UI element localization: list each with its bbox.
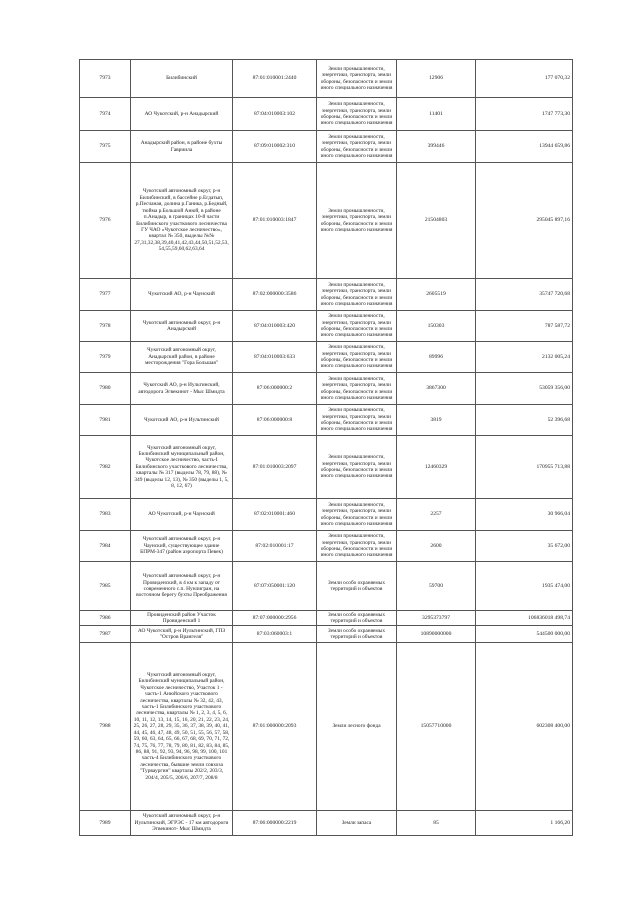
row-number: 7988 bbox=[80, 643, 131, 811]
table-row bbox=[80, 60, 573, 98]
area-value: 2605519 bbox=[397, 279, 476, 311]
land-category: Земли промышленности, энергетики, транспорта, земли обороны, безопасности и земли иного специального назначения bbox=[317, 531, 397, 562]
location-description: Анадырский район, в районе бухты Гавриила bbox=[131, 131, 233, 163]
row-number: 7975 bbox=[80, 131, 131, 163]
land-category: Земли промышленности, энергетики, транспорта, земли обороны, безопасности и земли иного специального назначения bbox=[317, 98, 397, 131]
row-number: 7982 bbox=[80, 436, 131, 499]
area-value: 10890000000 bbox=[397, 626, 476, 643]
cadastral-number: 87:02:010001:460 bbox=[233, 499, 317, 531]
land-registry-table bbox=[79, 59, 573, 836]
table-row bbox=[80, 643, 573, 811]
table-row bbox=[80, 163, 573, 279]
cadastral-number: 87:07:000000:2956 bbox=[233, 611, 317, 626]
land-category: Земли промышленности, энергетики, транспорта, земли обороны, безопасности и земли иного специального назначения bbox=[317, 163, 397, 279]
area-value: 15057710000 bbox=[397, 643, 476, 811]
area-value: 11401 bbox=[397, 98, 476, 131]
location-description: Чукотский АО, р-н Иультинский bbox=[131, 405, 233, 436]
row-number: 7980 bbox=[80, 373, 131, 405]
cadastral-cost: 787 587,72 bbox=[476, 311, 573, 342]
cadastral-number: 87:01:010001:2440 bbox=[233, 60, 317, 98]
location-description: Чукотский автономный округ, Билибинский муниципальный район, Чукотское лесничество, часть-I Билибинского участкового лесничества, кварталы № 317 (выделы 78, 79, 88), № 349 (выделы 12, 13), № 350 (выделы 1, 5, 8, 12, 67) bbox=[131, 436, 233, 499]
cadastral-cost: 602308 400,00 bbox=[476, 643, 573, 811]
location-description: Чукотский автономный округ, р-н Анадырский bbox=[131, 311, 233, 342]
land-category: Земли промышленности, энергетики, транспорта, земли обороны, безопасности и земли иного специального назначения bbox=[317, 373, 397, 405]
cadastral-number: 87:06:000000:2 bbox=[233, 373, 317, 405]
land-category: Земли промышленности, энергетики, транспорта, земли обороны, безопасности и земли иного специального назначения bbox=[317, 131, 397, 163]
location-description: Чукотский автономный округ, Анадырский район, в районе месторождения "Гора Большая" bbox=[131, 342, 233, 373]
location-description: АО Чукотский, р-н Анадырский bbox=[131, 98, 233, 131]
row-number: 7979 bbox=[80, 342, 131, 373]
land-category: Земли особо охраняемых территорий и объектов bbox=[317, 626, 397, 643]
row-number: 7986 bbox=[80, 611, 131, 626]
cadastral-number: 87:04:010003:633 bbox=[233, 342, 317, 373]
table-row bbox=[80, 405, 573, 436]
cadastral-number: 87:02:000000:3586 bbox=[233, 279, 317, 311]
area-value: 12906 bbox=[397, 60, 476, 98]
land-category: Земли лесного фонда bbox=[317, 643, 397, 811]
cadastral-cost: 1935 474,00 bbox=[476, 562, 573, 611]
cadastral-cost: 295045 897,16 bbox=[476, 163, 573, 279]
location-description: Провиденский район Участок Провиденский 1 bbox=[131, 611, 233, 626]
table-row bbox=[80, 531, 573, 562]
land-category: Земли запаса bbox=[317, 811, 397, 836]
area-value: 399446 bbox=[397, 131, 476, 163]
location-description: Чукотский автономный округ, р-н Билибинский, в бассейне р.Егдатып, р.Песчаная, долина р.Ганика, р.Бедный, тюйма р.Большой Анюй, в районе п.Анадыр, в границах 10-й части Билибинского участкового лесничества ГУ ЧАО «Чукотское лесничество», квартал № 350, выделы №№ 27,31,32,38,39,40,41,42,43,44,50,51,52,53, 54,55,59,60,62,63,64 bbox=[131, 163, 233, 279]
table-row bbox=[80, 611, 573, 626]
cadastral-cost: 544500 000,00 bbox=[476, 626, 573, 643]
table-row bbox=[80, 562, 573, 611]
table-row bbox=[80, 811, 573, 836]
cadastral-number: 87:03:060003:1 bbox=[233, 626, 317, 643]
row-number: 7987 bbox=[80, 626, 131, 643]
table-row bbox=[80, 436, 573, 499]
table-row bbox=[80, 131, 573, 163]
cadastral-cost: 30 966,04 bbox=[476, 499, 573, 531]
land-category: Земли промышленности, энергетики, транспорта, земли обороны, безопасности и земли иного специального назначения bbox=[317, 60, 397, 98]
area-value: 21504803 bbox=[397, 163, 476, 279]
area-value: 59700 bbox=[397, 562, 476, 611]
area-value: 89996 bbox=[397, 342, 476, 373]
area-value: 150303 bbox=[397, 311, 476, 342]
table-body bbox=[80, 60, 573, 836]
area-value: 3819 bbox=[397, 405, 476, 436]
row-number: 7977 bbox=[80, 279, 131, 311]
row-number: 7974 bbox=[80, 98, 131, 131]
cadastral-number: 87:04:010003:102 bbox=[233, 98, 317, 131]
area-value: 85 bbox=[397, 811, 476, 836]
location-description: Чукотский АО, р-н Чаунский bbox=[131, 279, 233, 311]
cadastral-cost: 170955 713,88 bbox=[476, 436, 573, 499]
row-number: 7983 bbox=[80, 499, 131, 531]
land-category: Земли особо охраняемых территорий и объектов bbox=[317, 562, 397, 611]
row-number: 7981 bbox=[80, 405, 131, 436]
location-description: Чукотский автономный округ, р-н Чаунский, существующее здание БПРМ-347 (район аэропорта Певек) bbox=[131, 531, 233, 562]
table-row bbox=[80, 98, 573, 131]
row-number: 7984 bbox=[80, 531, 131, 562]
land-category: Земли промышленности, энергетики, транспорта, земли обороны, безопасности и земли иного специального назначения bbox=[317, 279, 397, 311]
row-number: 7989 bbox=[80, 811, 131, 836]
area-value: 12460329 bbox=[397, 436, 476, 499]
table-row bbox=[80, 373, 573, 405]
cadastral-cost: 35 672,00 bbox=[476, 531, 573, 562]
cadastral-cost: 177 070,32 bbox=[476, 60, 573, 98]
row-number: 7976 bbox=[80, 163, 131, 279]
cadastral-number: 87:01:010003:2097 bbox=[233, 436, 317, 499]
table-row bbox=[80, 626, 573, 643]
location-description: Чукотский автономный округ, Билибинский муниципальный район, Чукотское лесничество, Участок 1 - часть-1 Анюйского участкового лесничества, кварталы № 32, 42, 43, часть-1 Билибинского участкового лесничества, кварталы № 1, 2, 3, 4, 5, 6, 10, 11, 12, 13, 14, 15, 16, 20, 21, 22, 23, 24, 25, 26, 27, 28, 29, 35, 36, 37, 38, 39, 40, 41, 44, 45, 46, 47, 48, 49, 50, 51, 55, 56, 57, 58, 59, 60, 63, 64, 65, 66, 67, 68, 69, 70, 71, 72, 74, 75, 76, 77, 78, 79, 80, 81, 82, 83, 84, 85, 86, 88, 91, 92, 93, 94, 96, 98, 99, 100, 101 часть-4 Билибинского участкового лесничества, бывшие земли совхоза "Турваургин" кварталы 202/2, 203/3, 204/4, 205/5, 206/6, 207/7, 208/8 bbox=[131, 643, 233, 811]
cadastral-number: 87:06:000000:8 bbox=[233, 405, 317, 436]
cadastral-cost: 13944 659,86 bbox=[476, 131, 573, 163]
location-description: Чукотский автономный округ, р-н Провиденский, в 4 км к западу от современного с.п. Нунлигран, на восточном берегу бухты Преображения bbox=[131, 562, 233, 611]
area-value: 3867300 bbox=[397, 373, 476, 405]
table-row bbox=[80, 499, 573, 531]
land-category: Земли промышленности, энергетики, транспорта, земли обороны, безопасности и земли иного специального назначения bbox=[317, 342, 397, 373]
land-category: Земли промышленности, энергетики, транспорта, земли обороны, безопасности и земли иного специального назначения bbox=[317, 499, 397, 531]
cadastral-number: 87:04:010003:420 bbox=[233, 311, 317, 342]
cadastral-number: 87:02:010001:17 bbox=[233, 531, 317, 562]
cadastral-number: 87:01:000000:2093 bbox=[233, 643, 317, 811]
row-number: 7978 bbox=[80, 311, 131, 342]
row-number: 7973 bbox=[80, 60, 131, 98]
table-row bbox=[80, 311, 573, 342]
cadastral-cost: 53059 356,00 bbox=[476, 373, 573, 405]
cadastral-number: 87:01:010003:1847 bbox=[233, 163, 317, 279]
cadastral-cost: 106836018 498,74 bbox=[476, 611, 573, 626]
cadastral-cost: 35747 720,68 bbox=[476, 279, 573, 311]
cadastral-number: 87:09:010002:310 bbox=[233, 131, 317, 163]
location-description: АО Чукотский, р-н Чаунский bbox=[131, 499, 233, 531]
location-description: Чукотский автономный округ, р-н Иультинский, ЭГРЭС - 17 км автодороги Эгвекинот- Мыс Шмидта bbox=[131, 811, 233, 836]
land-category: Земли промышленности, энергетики, транспорта, земли обороны, безопасности и земли иного специального назначения bbox=[317, 436, 397, 499]
cadastral-cost: 52 396,68 bbox=[476, 405, 573, 436]
land-category: Земли промышленности, энергетики, транспорта, земли обороны, безопасности и земли иного специального назначения bbox=[317, 405, 397, 436]
area-value: 2257 bbox=[397, 499, 476, 531]
table-row bbox=[80, 279, 573, 311]
row-number: 7985 bbox=[80, 562, 131, 611]
land-category: Земли промышленности, энергетики, транспорта, земли обороны, безопасности и земли иного специального назначения bbox=[317, 311, 397, 342]
location-description: Чукотский АО, р-н Иультинский, автодорога Эгвекинот - Мыс Шмидта bbox=[131, 373, 233, 405]
area-value: 3295373797 bbox=[397, 611, 476, 626]
land-category: Земли особо охраняемых территорий и объектов bbox=[317, 611, 397, 626]
area-value: 2600 bbox=[397, 531, 476, 562]
cadastral-cost: 1747 773,30 bbox=[476, 98, 573, 131]
cadastral-cost: 1 166,20 bbox=[476, 811, 573, 836]
cadastral-number: 87:07:050001:120 bbox=[233, 562, 317, 611]
cadastral-cost: 2132 005,24 bbox=[476, 342, 573, 373]
cadastral-number: 87:06:000000:2219 bbox=[233, 811, 317, 836]
location-description: Билибинский bbox=[131, 60, 233, 98]
table-row bbox=[80, 342, 573, 373]
location-description: АО Чукотский, р-н Иультинский, ГПЗ "Остров Врангеля" bbox=[131, 626, 233, 643]
